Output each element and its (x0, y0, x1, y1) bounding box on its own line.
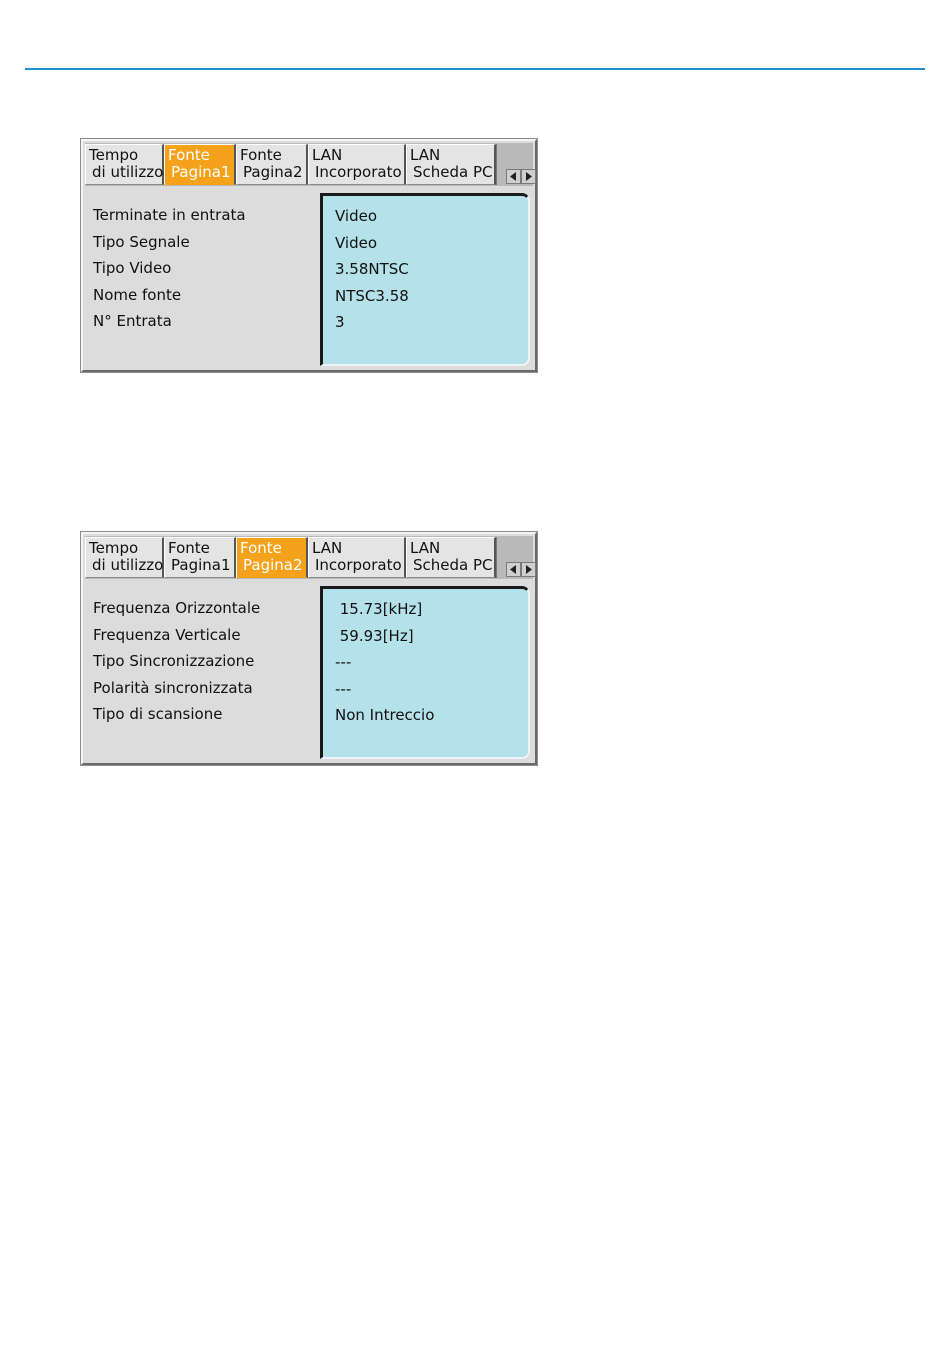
tab-label-line1: Fonte (168, 539, 210, 557)
tab-label-line2: di utilizzo (92, 556, 164, 574)
scroll-right-button[interactable] (521, 169, 536, 184)
tab-label-line2: Pagina1 (171, 163, 231, 181)
value-input-terminal: Video (335, 207, 378, 225)
tab-label-line2: di utilizzo (92, 163, 164, 181)
tab-lan-builtin[interactable] (308, 144, 406, 185)
label-entry-number: N° Entrata (93, 312, 172, 331)
value-source-name: NTSC3.58 (335, 286, 409, 305)
tab-lan-builtin[interactable] (308, 537, 406, 578)
label-video-type: Tipo Video (93, 259, 172, 278)
label-column (93, 202, 318, 335)
tab-label-line1: Tempo (89, 146, 139, 164)
label-sync-type: Tipo Sincronizzazione (93, 652, 255, 671)
scroll-left-button[interactable] (506, 562, 521, 577)
tab-lan-pc-card[interactable] (406, 537, 496, 578)
label-column (93, 595, 318, 728)
value-vertical-frequency: 59.93[Hz] (335, 626, 414, 645)
header-rule (25, 68, 925, 70)
panel-content (85, 186, 533, 368)
triangle-right-icon (522, 170, 535, 183)
scroll-left-button[interactable] (506, 169, 521, 184)
tab-usage-time[interactable] (85, 144, 164, 185)
scroll-right-button[interactable] (521, 562, 536, 577)
tab-label-line1: Tempo (89, 539, 139, 557)
label-sync-polarity: Polarità sincronizzata (93, 678, 253, 697)
tab-source-page1[interactable] (164, 144, 236, 185)
tab-label-line1: Fonte (240, 539, 282, 557)
value-sync-polarity: --- (335, 679, 352, 698)
label-scan-type: Tipo di scansione (93, 705, 223, 724)
value-sync-type: --- (335, 653, 352, 672)
tab-bar (85, 143, 533, 186)
info-panel-source-page1 (81, 139, 537, 372)
value-column (335, 203, 409, 336)
label-horizontal-frequency: Frequenza Orizzontale (93, 599, 261, 617)
tab-overflow-edge (496, 144, 506, 185)
label-signal-type: Tipo Segnale (93, 232, 190, 251)
tab-label-line1: LAN (312, 539, 343, 557)
info-panel-source-page2 (81, 532, 537, 765)
tab-label-line1: LAN (410, 539, 441, 557)
triangle-left-icon (507, 170, 520, 183)
tab-source-page2[interactable] (236, 537, 308, 578)
panel-content (85, 579, 533, 761)
tab-label-line2: Incorporato (315, 163, 402, 181)
tab-label-line1: LAN (312, 146, 343, 164)
value-entry-number: 3 (335, 313, 345, 332)
tab-label-line2: Incorporato (315, 556, 402, 574)
tab-label-line2: Pagina2 (243, 163, 303, 181)
tab-overflow-edge (496, 537, 506, 578)
label-source-name: Nome fonte (93, 285, 182, 304)
value-horizontal-frequency: 15.73[kHz] (335, 600, 423, 618)
tab-usage-time[interactable] (85, 537, 164, 578)
tab-bar (85, 536, 533, 579)
tab-lan-pc-card[interactable] (406, 144, 496, 185)
label-vertical-frequency: Frequenza Verticale (93, 625, 241, 644)
tab-label-line1: LAN (410, 146, 441, 164)
value-video-type: 3.58NTSC (335, 260, 409, 279)
tab-source-page1[interactable] (164, 537, 236, 578)
tab-label-line2: Scheda PC (413, 556, 493, 574)
tab-label-line1: Fonte (240, 146, 282, 164)
triangle-left-icon (507, 563, 520, 576)
tab-label-line2: Scheda PC (413, 163, 493, 181)
tab-source-page2[interactable] (236, 144, 308, 185)
triangle-right-icon (522, 563, 535, 576)
tab-label-line1: Fonte (168, 146, 210, 164)
value-panel (320, 586, 530, 759)
label-input-terminal: Terminate in entrata (93, 206, 246, 224)
tab-label-line2: Pagina1 (171, 556, 231, 574)
value-scan-type: Non Intreccio (335, 706, 435, 725)
tab-label-line2: Pagina2 (243, 556, 303, 574)
value-column (335, 596, 434, 729)
value-signal-type: Video (335, 233, 378, 252)
value-panel (320, 193, 530, 366)
